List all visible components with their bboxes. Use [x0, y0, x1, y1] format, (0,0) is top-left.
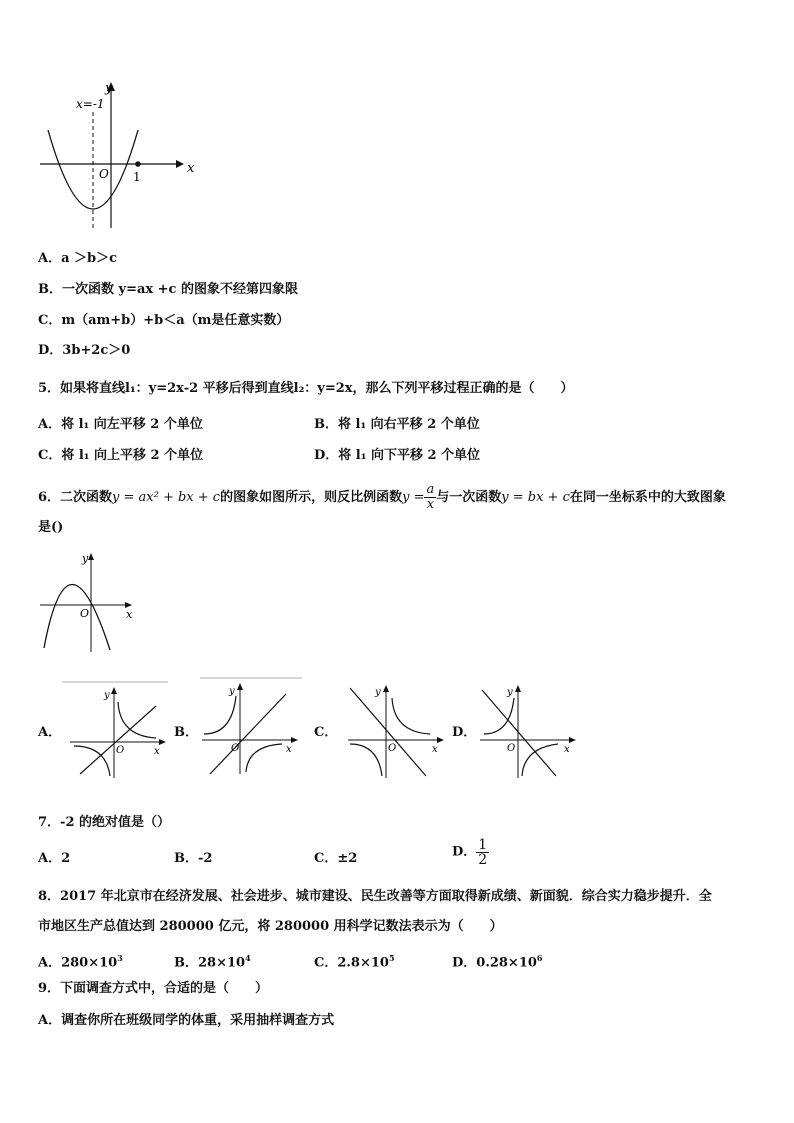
- q6-option-b-graph: [198, 676, 306, 776]
- q6-option-c-label: C．: [314, 725, 338, 740]
- x-axis-label: x: [286, 744, 292, 755]
- q5-option-b: B．将 l₁ 向右平移 2 个单位: [314, 417, 480, 432]
- origin-label: O: [116, 745, 125, 756]
- q6-stem-part3: 与一次函数: [436, 490, 502, 505]
- y-axis-label: y: [82, 552, 89, 565]
- x-axis-arrow: [176, 160, 184, 168]
- q8-option-d-exp: 6: [536, 953, 543, 963]
- q9-option-a: A．调查你所在班级同学的体重，采用抽样调查方式: [38, 1013, 335, 1028]
- q5-stem: 5．如果将直线l₁：y=2x-2 平移后得到直线l₂：y=2x，那么下列平移过程正确的是（ ）: [38, 381, 574, 396]
- x-axis-label: x: [432, 744, 438, 755]
- q8-option-b-exp: 4: [245, 953, 251, 963]
- q8-option-a-base: A．280×10: [38, 955, 118, 971]
- q6-frac-num: a: [426, 482, 435, 497]
- q5-option-c: C．将 l₁ 向上平移 2 个单位: [38, 448, 204, 463]
- y-axis-label: y: [229, 686, 235, 697]
- origin-label: O: [507, 743, 516, 754]
- q4-parabola-figure: [36, 78, 206, 233]
- q6-option-d-label: D．: [452, 725, 477, 740]
- q4-option-a: A．a ＞b＞c: [38, 251, 118, 266]
- q8-option-c: [314, 949, 395, 972]
- q7-option-d-label: D．: [452, 844, 477, 860]
- q5-option-a: A．将 l₁ 向左平移 2 个单位: [38, 417, 203, 432]
- origin-label: O: [80, 607, 90, 620]
- q8-stem-line2: 市地区生产总值达到 280000 亿元，将 280000 用科学记数法表示为（ ）: [38, 919, 503, 934]
- q4-option-d: D．3b+2c＞0: [38, 343, 131, 358]
- q7-frac-den: 2: [478, 852, 488, 868]
- origin-label: O: [388, 743, 397, 754]
- q6-option-d-graph: [476, 680, 584, 780]
- q8-option-a: [38, 949, 123, 972]
- y-axis-arrow: [88, 553, 94, 560]
- q6-stem: [38, 483, 726, 513]
- hyperbola-q2: [484, 698, 514, 734]
- q6-quadratic-formula: y = ax² + bx + c: [112, 490, 221, 505]
- q6-stem-part4: 在同一坐标系中的大致图象: [569, 490, 726, 505]
- x-axis-label: x: [154, 746, 160, 757]
- q7-option-d-fraction: [476, 838, 489, 867]
- q8-option-a-exp: 3: [117, 953, 123, 963]
- q7-option-b: B．-2: [174, 851, 213, 866]
- hyperbola-q4: [246, 744, 282, 772]
- q6-stem-part1: 6．二次函数: [38, 490, 113, 505]
- q8-option-c-exp: 5: [388, 953, 395, 963]
- x-axis-arrow: [291, 737, 298, 743]
- sym-line-label: x=-1: [76, 97, 105, 111]
- point-1-label: 1: [133, 170, 141, 184]
- q8-option-b: [174, 949, 251, 972]
- y-axis-arrow: [383, 685, 389, 692]
- point-1: [135, 161, 141, 167]
- x-axis-label: x: [564, 744, 570, 755]
- y-axis-label: y: [507, 687, 513, 698]
- q6-linear-formula: y = bx + c: [501, 490, 570, 505]
- linear-line: [350, 688, 426, 776]
- q7-option-d: [452, 838, 489, 867]
- q6-option-c-graph: [344, 680, 452, 780]
- q6-option-a-label: A．: [38, 725, 62, 740]
- q8-option-d-base: D．0.28×10: [452, 955, 537, 971]
- q7-option-c: C．±2: [314, 851, 358, 866]
- x-axis-label: x: [126, 608, 133, 621]
- x-axis-arrow: [569, 737, 576, 743]
- y-axis-label: y: [375, 687, 381, 698]
- q6-stem-line2: 是(): [38, 520, 64, 535]
- x-axis-arrow: [159, 739, 166, 745]
- origin-label: O: [231, 743, 240, 754]
- x-axis-label: x: [187, 161, 195, 176]
- hyperbola-q1: [118, 702, 156, 738]
- q6-option-b-label: B．: [174, 725, 198, 740]
- q9-stem: 9．下面调查方式中，合适的是（ ）: [38, 981, 269, 996]
- q7-frac-num: 1: [478, 837, 488, 853]
- q6-stem-part2: 的图象如图所示，则反比例函数: [220, 490, 403, 505]
- q7-stem: 7．-2 的绝对值是（）: [38, 815, 171, 830]
- hyperbola-q1: [392, 698, 430, 734]
- q4-option-b: B．一次函数 y=ax +c 的图象不经第四象限: [38, 282, 298, 297]
- q8-stem-line1: 8．2017 年北京市在经济发展、社会进步、城市建设、民生改善等方面取得新成绩、新面貌．综合实力稳步提升．全: [38, 889, 712, 904]
- y-axis-label: y: [105, 81, 113, 96]
- q6-inverse-fraction: [424, 483, 436, 512]
- x-axis-arrow: [437, 737, 444, 743]
- q4-option-c: C．m（am+b）+b＜a（m是任意实数）: [38, 313, 290, 328]
- q6-parabola-figure: [38, 550, 148, 655]
- q6-frac-den: x: [426, 497, 435, 512]
- y-axis-arrow: [111, 687, 117, 694]
- q5-option-d: D．将 l₁ 向下平移 2 个单位: [314, 448, 481, 463]
- q8-option-c-base: C．2.8×10: [314, 955, 389, 971]
- hyperbola-q3: [350, 744, 382, 776]
- linear-line: [80, 706, 156, 774]
- y-axis-arrow: [237, 683, 243, 690]
- q8-option-d: [452, 949, 543, 972]
- hyperbola-q3: [74, 746, 110, 776]
- hyperbola-q2: [204, 696, 236, 734]
- q7-option-a: A．2: [38, 851, 71, 866]
- q6-inverse-lhs: y =: [402, 490, 425, 505]
- q8-option-b-base: B．28×10: [174, 955, 246, 971]
- q6-option-a-graph: [60, 680, 172, 780]
- y-axis-label: y: [104, 690, 110, 701]
- origin-label: O: [99, 167, 109, 181]
- y-axis-arrow: [515, 685, 521, 692]
- parabola-curve: [44, 584, 110, 650]
